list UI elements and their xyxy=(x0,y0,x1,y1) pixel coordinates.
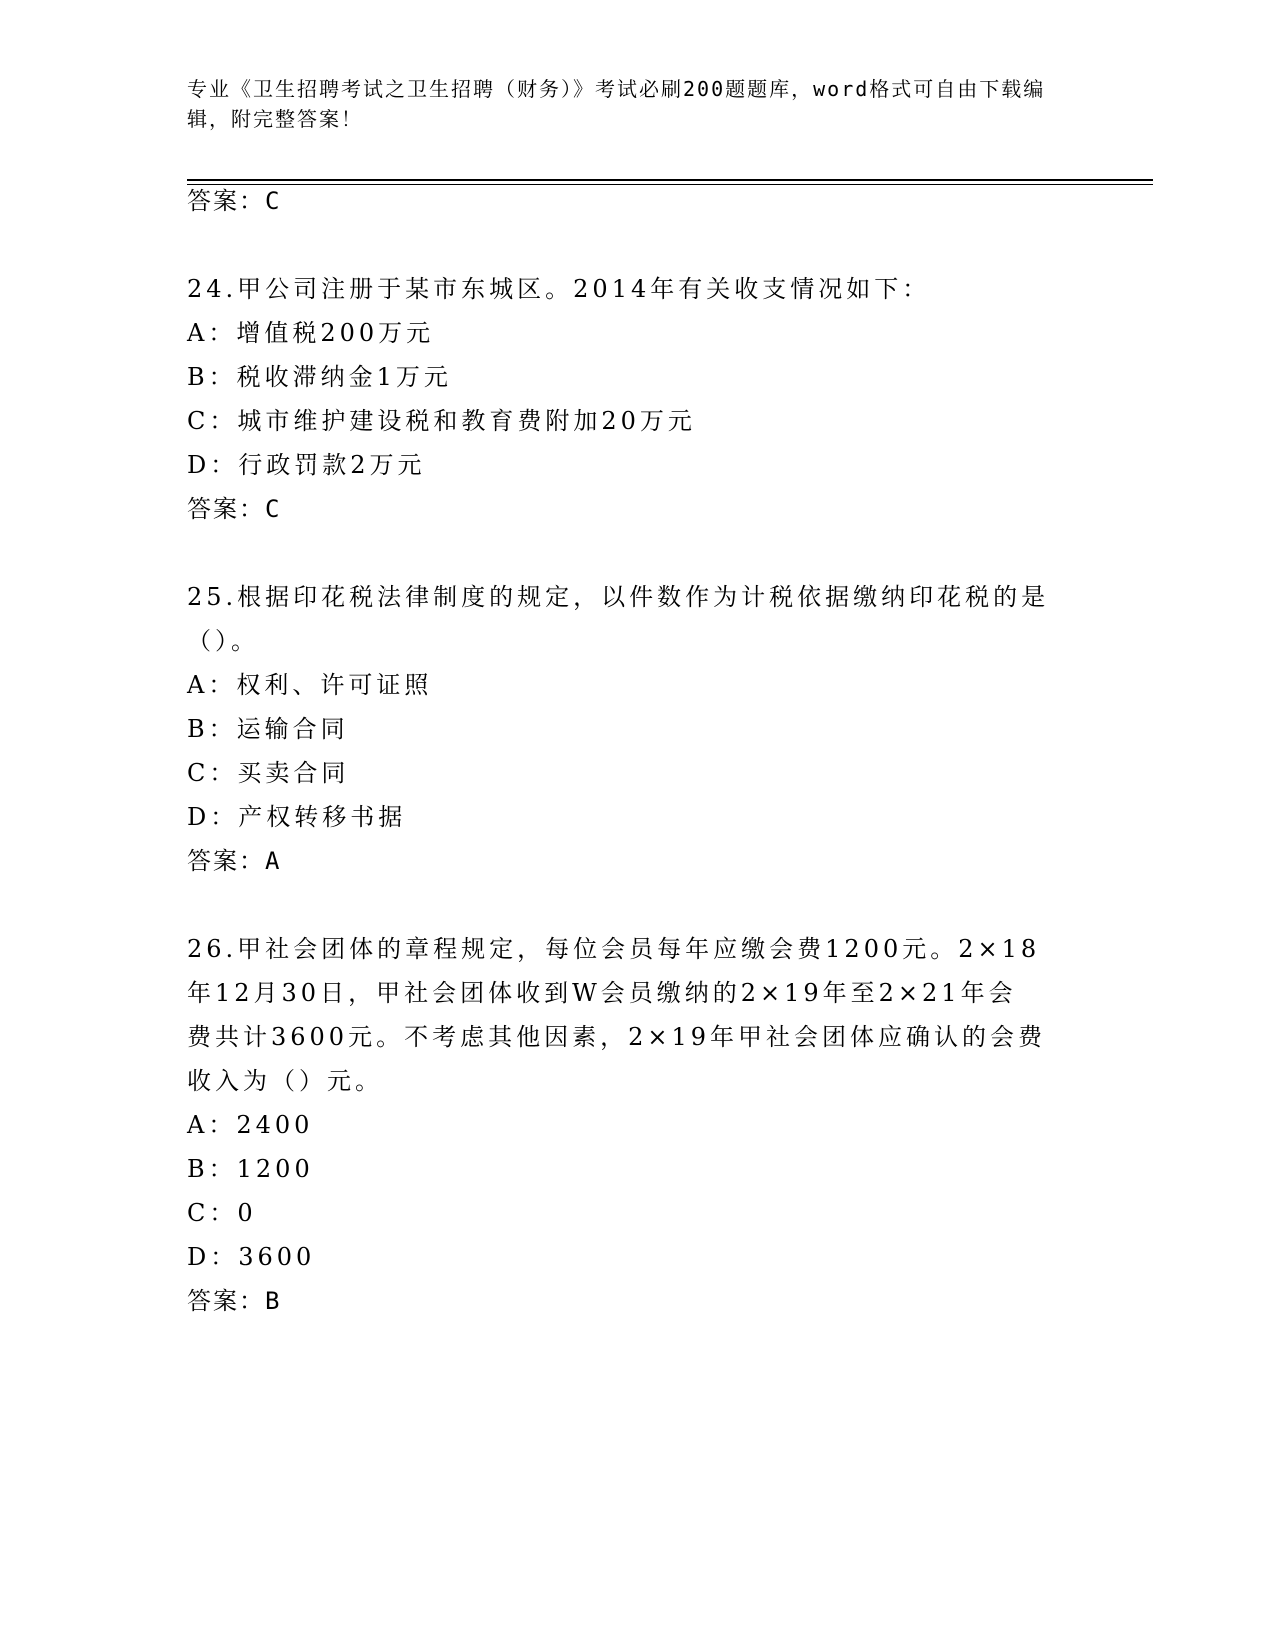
question-24-option-d: D：行政罚款2万元 xyxy=(187,451,426,479)
answer-line: 答案：C xyxy=(187,187,282,215)
document-header: 专业《卫生招聘考试之卫生招聘（财务）》考试必刷200题题库，word格式可自由下载编辑，附完整答案！ xyxy=(187,77,1046,131)
question-25-option-d: D：产权转移书据 xyxy=(187,803,407,831)
question-24-answer: 答案：C xyxy=(187,495,282,523)
question-26-text-cont: 费共计3600元。不考虑其他因素，2×19年甲社会团体应确认的会费 xyxy=(187,1023,1046,1051)
question-26-option-d: D：3600 xyxy=(187,1243,316,1271)
question-26-option-c: C：0 xyxy=(187,1199,257,1227)
header-divider xyxy=(187,179,1153,185)
question-25-text: 25.根据印花税法律制度的规定，以件数作为计税依据缴纳印花税的是 xyxy=(187,583,1050,611)
question-25-answer: 答案：A xyxy=(187,847,282,875)
question-26-text: 26.甲社会团体的章程规定，每位会员每年应缴会费1200元。2×18 xyxy=(187,935,1041,963)
question-24-option-a: A：增值税200万元 xyxy=(187,319,435,347)
question-25-option-a: A：权利、许可证照 xyxy=(187,671,433,699)
question-25-option-b: B：运输合同 xyxy=(187,715,349,743)
question-26-text-cont: 年12月30日，甲社会团体收到W会员缴纳的2×19年至2×21年会 xyxy=(187,979,1017,1007)
question-24-option-c: C：城市维护建设税和教育费附加20万元 xyxy=(187,407,696,435)
question-24-option-b: B：税收滞纳金1万元 xyxy=(187,363,452,391)
question-26-option-a: A：2400 xyxy=(187,1111,314,1139)
question-25-text-cont: （）。 xyxy=(187,627,259,655)
question-25-option-c: C：买卖合同 xyxy=(187,759,350,787)
question-26-text-cont: 收入为（）元。 xyxy=(187,1067,383,1095)
question-24-text: 24.甲公司注册于某市东城区。2014年有关收支情况如下： xyxy=(187,275,931,303)
question-26-answer: 答案：B xyxy=(187,1287,282,1315)
question-26-option-b: B：1200 xyxy=(187,1155,314,1183)
